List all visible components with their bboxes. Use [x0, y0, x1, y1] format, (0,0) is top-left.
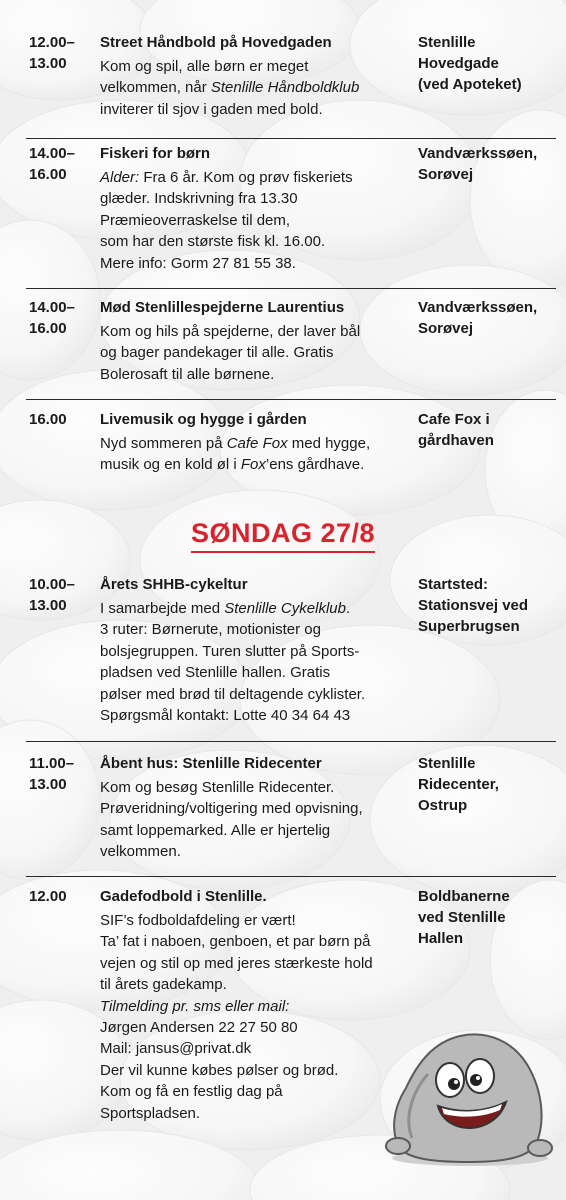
- description-text: til årets gadekamp.: [100, 976, 227, 994]
- description-line: [100, 705, 420, 726]
- day-heading: [0, 518, 566, 553]
- event-description: [100, 167, 420, 274]
- description-line: [100, 167, 420, 188]
- description-line: [100, 231, 420, 252]
- description-line: [100, 77, 420, 98]
- description-line: [100, 684, 420, 705]
- event-location: [418, 753, 558, 816]
- description-line: [100, 598, 420, 619]
- event-title: Åbent hus: Stenlille Ridecenter: [100, 755, 322, 772]
- description-line: [100, 433, 420, 454]
- description-text: samt loppemarked. Alle er hjertelig: [100, 821, 331, 839]
- location-line: Stationsvej ved: [418, 597, 529, 614]
- description-text: Mail: jansus@privat.dk: [100, 1040, 252, 1058]
- description-line: [100, 1038, 420, 1059]
- event-time: 11.00– 13.00: [29, 755, 75, 793]
- description-text: bolsjegruppen. Turen slutter på Sports-: [100, 642, 360, 660]
- divider: [26, 876, 556, 877]
- description-text: Jørgen Andersen 22 27 50 80: [100, 1019, 298, 1037]
- description-text: og bager pandekager til alle. Gratis: [100, 344, 334, 362]
- event-description: [100, 433, 420, 476]
- event-details: [100, 886, 420, 1124]
- description-line: [100, 1103, 420, 1124]
- description-text: velkommen, når: [100, 79, 211, 97]
- description-text: Kom og spil, alle børn er meget: [100, 58, 309, 75]
- description-text: Kom og få en festlig dag på: [100, 1083, 283, 1101]
- event-title: Årets SHHB-cykeltur: [100, 576, 248, 593]
- description-text: Kom og besøg Stenlille Ridecenter.: [100, 779, 335, 796]
- description-line: [100, 56, 420, 77]
- event-time: 16.00: [29, 411, 67, 428]
- description-text: Der vil kunne købes pølser og brød.: [100, 1061, 339, 1079]
- description-text: Ta’ fat i naboen, genboen, et par børn på: [100, 933, 371, 951]
- description-text: Nyd sommeren på: [100, 435, 227, 452]
- description-text: Spørgsmål kontakt: Lotte 40 34 64 43: [100, 707, 351, 725]
- event-location: [418, 32, 558, 95]
- description-text: Mere info: Gorm 27 81 55 38.: [100, 254, 296, 272]
- description-italic-text: Stenlille Håndboldklub: [210, 79, 360, 97]
- description-text: Bolerosaft til alle børnene.: [100, 365, 275, 383]
- description-line: [100, 99, 420, 120]
- description-italic-text: Fox: [240, 456, 266, 474]
- description-line: [100, 931, 420, 952]
- divider: [26, 288, 556, 289]
- location-line: Ridecenter,: [418, 776, 499, 793]
- description-line: [100, 641, 420, 662]
- event-title: Gadefodbold i Stenlille.: [100, 888, 267, 905]
- description-italic-text: Tilmelding pr. sms eller mail:: [100, 997, 290, 1015]
- location-line: Stenlille: [418, 34, 476, 51]
- description-line: [100, 321, 420, 342]
- description-text: med hygge,: [287, 435, 371, 452]
- description-text: vejen og stil op med jeres stærkeste hold: [100, 954, 373, 972]
- location-line: Vandværkssøen,: [418, 299, 538, 316]
- description-line: [100, 820, 420, 841]
- event-description: [100, 56, 420, 120]
- divider: [26, 741, 556, 742]
- description-line: [100, 777, 420, 798]
- location-line: Vandværkssøen,: [418, 145, 538, 162]
- location-line: Sorøvej: [418, 320, 474, 337]
- event-location: [418, 886, 558, 949]
- location-line: Boldbanerne: [418, 888, 510, 905]
- description-line: [100, 798, 420, 819]
- event-description: [100, 910, 420, 1124]
- event-title: Livemusik og hygge i gården: [100, 411, 307, 428]
- location-line: (ved Apoteket): [418, 76, 522, 93]
- description-text: ’ens gårdhave.: [265, 456, 365, 474]
- description-line: [100, 342, 420, 363]
- description-line: [100, 974, 420, 995]
- description-text: pølser med brød til deltagende cyklister.: [100, 685, 366, 703]
- event-location: [418, 409, 558, 451]
- event-time: 14.00– 16.00: [29, 299, 75, 337]
- description-line: [100, 910, 420, 931]
- description-text: som har den største fisk kl. 16.00.: [100, 233, 326, 251]
- location-line: Superbrugsen: [418, 618, 520, 635]
- event-location: [418, 143, 558, 185]
- event-location: [418, 297, 558, 339]
- event-details: [100, 753, 420, 863]
- description-italic-text: Alder:: [100, 169, 140, 186]
- event-details: [100, 32, 420, 120]
- day-heading-text: SØNDAG 27/8: [191, 518, 375, 553]
- description-line: [100, 1081, 420, 1102]
- event-title: Fiskeri for børn: [100, 145, 211, 162]
- description-text: musik og en kold øl i: [100, 456, 241, 474]
- description-line: [100, 953, 420, 974]
- description-text: Præmieoverraskelse til dem,: [100, 211, 291, 229]
- event-description: [100, 777, 420, 863]
- event-details: [100, 574, 420, 726]
- description-line: [100, 253, 420, 274]
- description-text: .: [345, 600, 351, 617]
- description-text: I samarbejde med: [100, 600, 225, 617]
- divider: [26, 138, 556, 139]
- event-details: [100, 297, 420, 385]
- description-line: [100, 662, 420, 683]
- location-line: gårdhaven: [418, 432, 494, 449]
- location-line: Startsted:: [418, 576, 489, 593]
- event-details: [100, 143, 420, 274]
- smiling-stone-mascot-icon: [382, 1018, 554, 1168]
- event-details: [100, 409, 420, 476]
- description-line: [100, 1060, 420, 1081]
- event-description: [100, 321, 420, 385]
- description-text: Kom og hils på spejderne, der laver bål: [100, 323, 361, 340]
- event-time: 14.00– 16.00: [29, 145, 75, 183]
- location-line: ved Stenlille: [418, 909, 506, 926]
- description-text: pladsen ved Stenlille hallen. Gratis: [100, 664, 331, 682]
- description-line: [100, 364, 420, 385]
- description-text: SIF’s fodboldafdeling er vært!: [100, 912, 296, 929]
- description-line: [100, 210, 420, 231]
- location-line: Sorøvej: [418, 166, 474, 183]
- event-time: 10.00– 13.00: [29, 576, 75, 614]
- description-text: Prøveridning/voltigering med opvisning,: [100, 800, 363, 818]
- event-title: Street Håndbold på Hovedgaden: [100, 34, 332, 51]
- location-line: Hallen: [418, 930, 464, 947]
- description-line: [100, 841, 420, 862]
- location-line: Hovedgade: [418, 55, 499, 72]
- description-italic-text: Stenlille Cykelklub: [224, 600, 346, 617]
- location-line: Stenlille: [418, 755, 476, 772]
- description-text: glæder. Indskrivning fra 13.30: [100, 190, 298, 208]
- description-line: [100, 454, 420, 475]
- description-text: 3 ruter: Børnerute, motionister og: [100, 621, 321, 639]
- description-text: velkommen.: [100, 843, 181, 861]
- description-text: Fra 6 år. Kom og prøv fiskeriets: [139, 169, 353, 186]
- description-line: [100, 996, 420, 1017]
- event-description: [100, 598, 420, 726]
- description-text: inviterer til sjov i gaden med bold.: [100, 100, 323, 118]
- event-location: [418, 574, 558, 637]
- description-line: [100, 188, 420, 209]
- event-title: Mød Stenlillespejderne Laurentius: [100, 299, 345, 316]
- location-line: Ostrup: [418, 797, 468, 814]
- event-time: 12.00: [29, 888, 67, 905]
- description-text: Sportspladsen.: [100, 1104, 201, 1122]
- divider: [26, 399, 556, 400]
- description-line: [100, 1017, 420, 1038]
- event-time: 12.00– 13.00: [29, 34, 75, 72]
- location-line: Cafe Fox i: [418, 411, 490, 428]
- description-italic-text: Cafe Fox: [226, 435, 288, 452]
- description-line: [100, 619, 420, 640]
